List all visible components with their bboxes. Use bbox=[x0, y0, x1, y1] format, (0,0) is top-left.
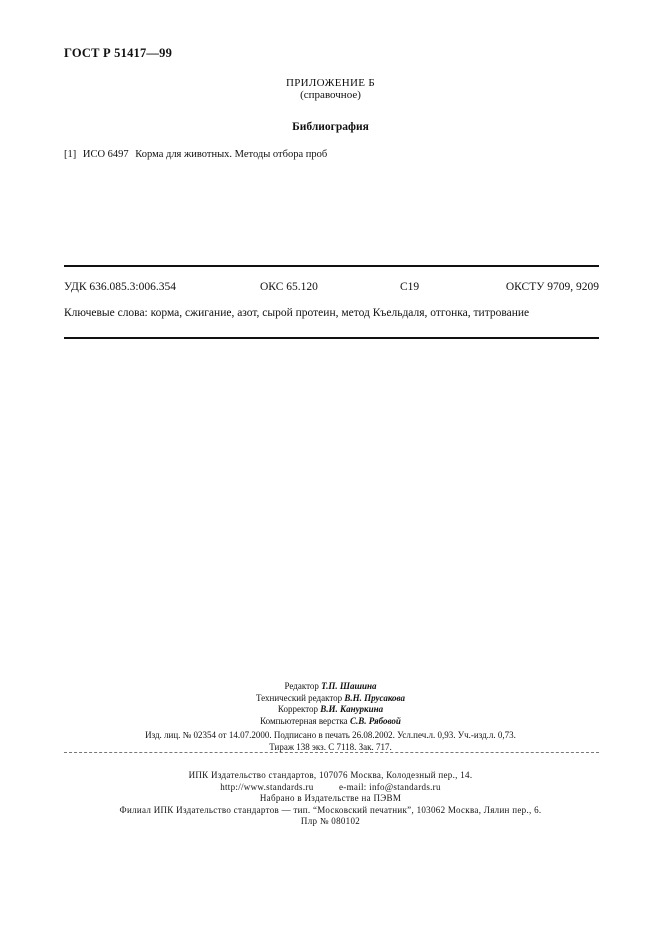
group-code: С19 bbox=[400, 281, 420, 293]
publisher-block bbox=[0, 770, 661, 828]
appendix-title: ПРИЛОЖЕНИЕ Б bbox=[286, 77, 375, 89]
license-line-2: Тираж 138 экз. С 7118. Зак. 717. bbox=[269, 741, 392, 752]
credit-editor: Редактор Т.П. Шашина bbox=[284, 681, 377, 691]
dashed-divider bbox=[64, 752, 599, 753]
bibliography-item-number: [1] bbox=[64, 149, 77, 160]
publisher-line-4: Филиал ИПК Издательство стандартов — тип. “Московский печатник”, 103062 Москва, Лялин пер., 6. bbox=[119, 804, 542, 815]
bibliography-item bbox=[64, 149, 331, 160]
credit-tech-editor: Технический редактор В.Н. Прусакова bbox=[255, 692, 405, 703]
divider-bottom bbox=[64, 337, 599, 339]
appendix-subtitle: (справочное) bbox=[300, 89, 361, 101]
bibliography-title: Библиография bbox=[292, 121, 369, 133]
credit-proofreader: Корректор В.И. Кануркина bbox=[277, 704, 384, 714]
publisher-line-2: http://www.standards.ru e-mail: info@standards.ru bbox=[220, 781, 441, 792]
divider-top bbox=[64, 265, 599, 267]
credits-block bbox=[0, 681, 661, 727]
udk-code: УДК 636.085.3:006.354 bbox=[64, 281, 176, 293]
license-line-1: Изд. лиц. № 02354 от 14.07.2000. Подписано в печать 26.08.2002. Усл.печ.л. 0,93. Уч.-изд.л. 0,73. bbox=[145, 730, 516, 740]
publisher-line-3: Набрано в Издательстве на ПЭВМ bbox=[259, 793, 402, 803]
license-block bbox=[0, 730, 661, 753]
bibliography-item-text: Корма для животных. Методы отбора проб bbox=[135, 149, 328, 160]
bibliography-item-code: ИСО 6497 bbox=[82, 149, 129, 160]
publisher-line-1: ИПК Издательство стандартов, 107076 Москва, Колодезный пер., 14. bbox=[188, 770, 473, 780]
keywords: Ключевые слова: корма, сжигание, азот, сырой протеин, метод Къельдаля, отгонка, титрование bbox=[64, 307, 530, 319]
publisher-line-5: Плр № 080102 bbox=[300, 816, 361, 826]
okstu-code: ОКСТУ 9709, 9209 bbox=[505, 281, 599, 293]
classification-row bbox=[64, 281, 599, 297]
credit-layout: Компьютерная верстка С.В. Рябовой bbox=[260, 715, 401, 726]
document-id: ГОСТ Р 51417—99 bbox=[64, 46, 173, 60]
oks-code: ОКС 65.120 bbox=[260, 281, 318, 293]
